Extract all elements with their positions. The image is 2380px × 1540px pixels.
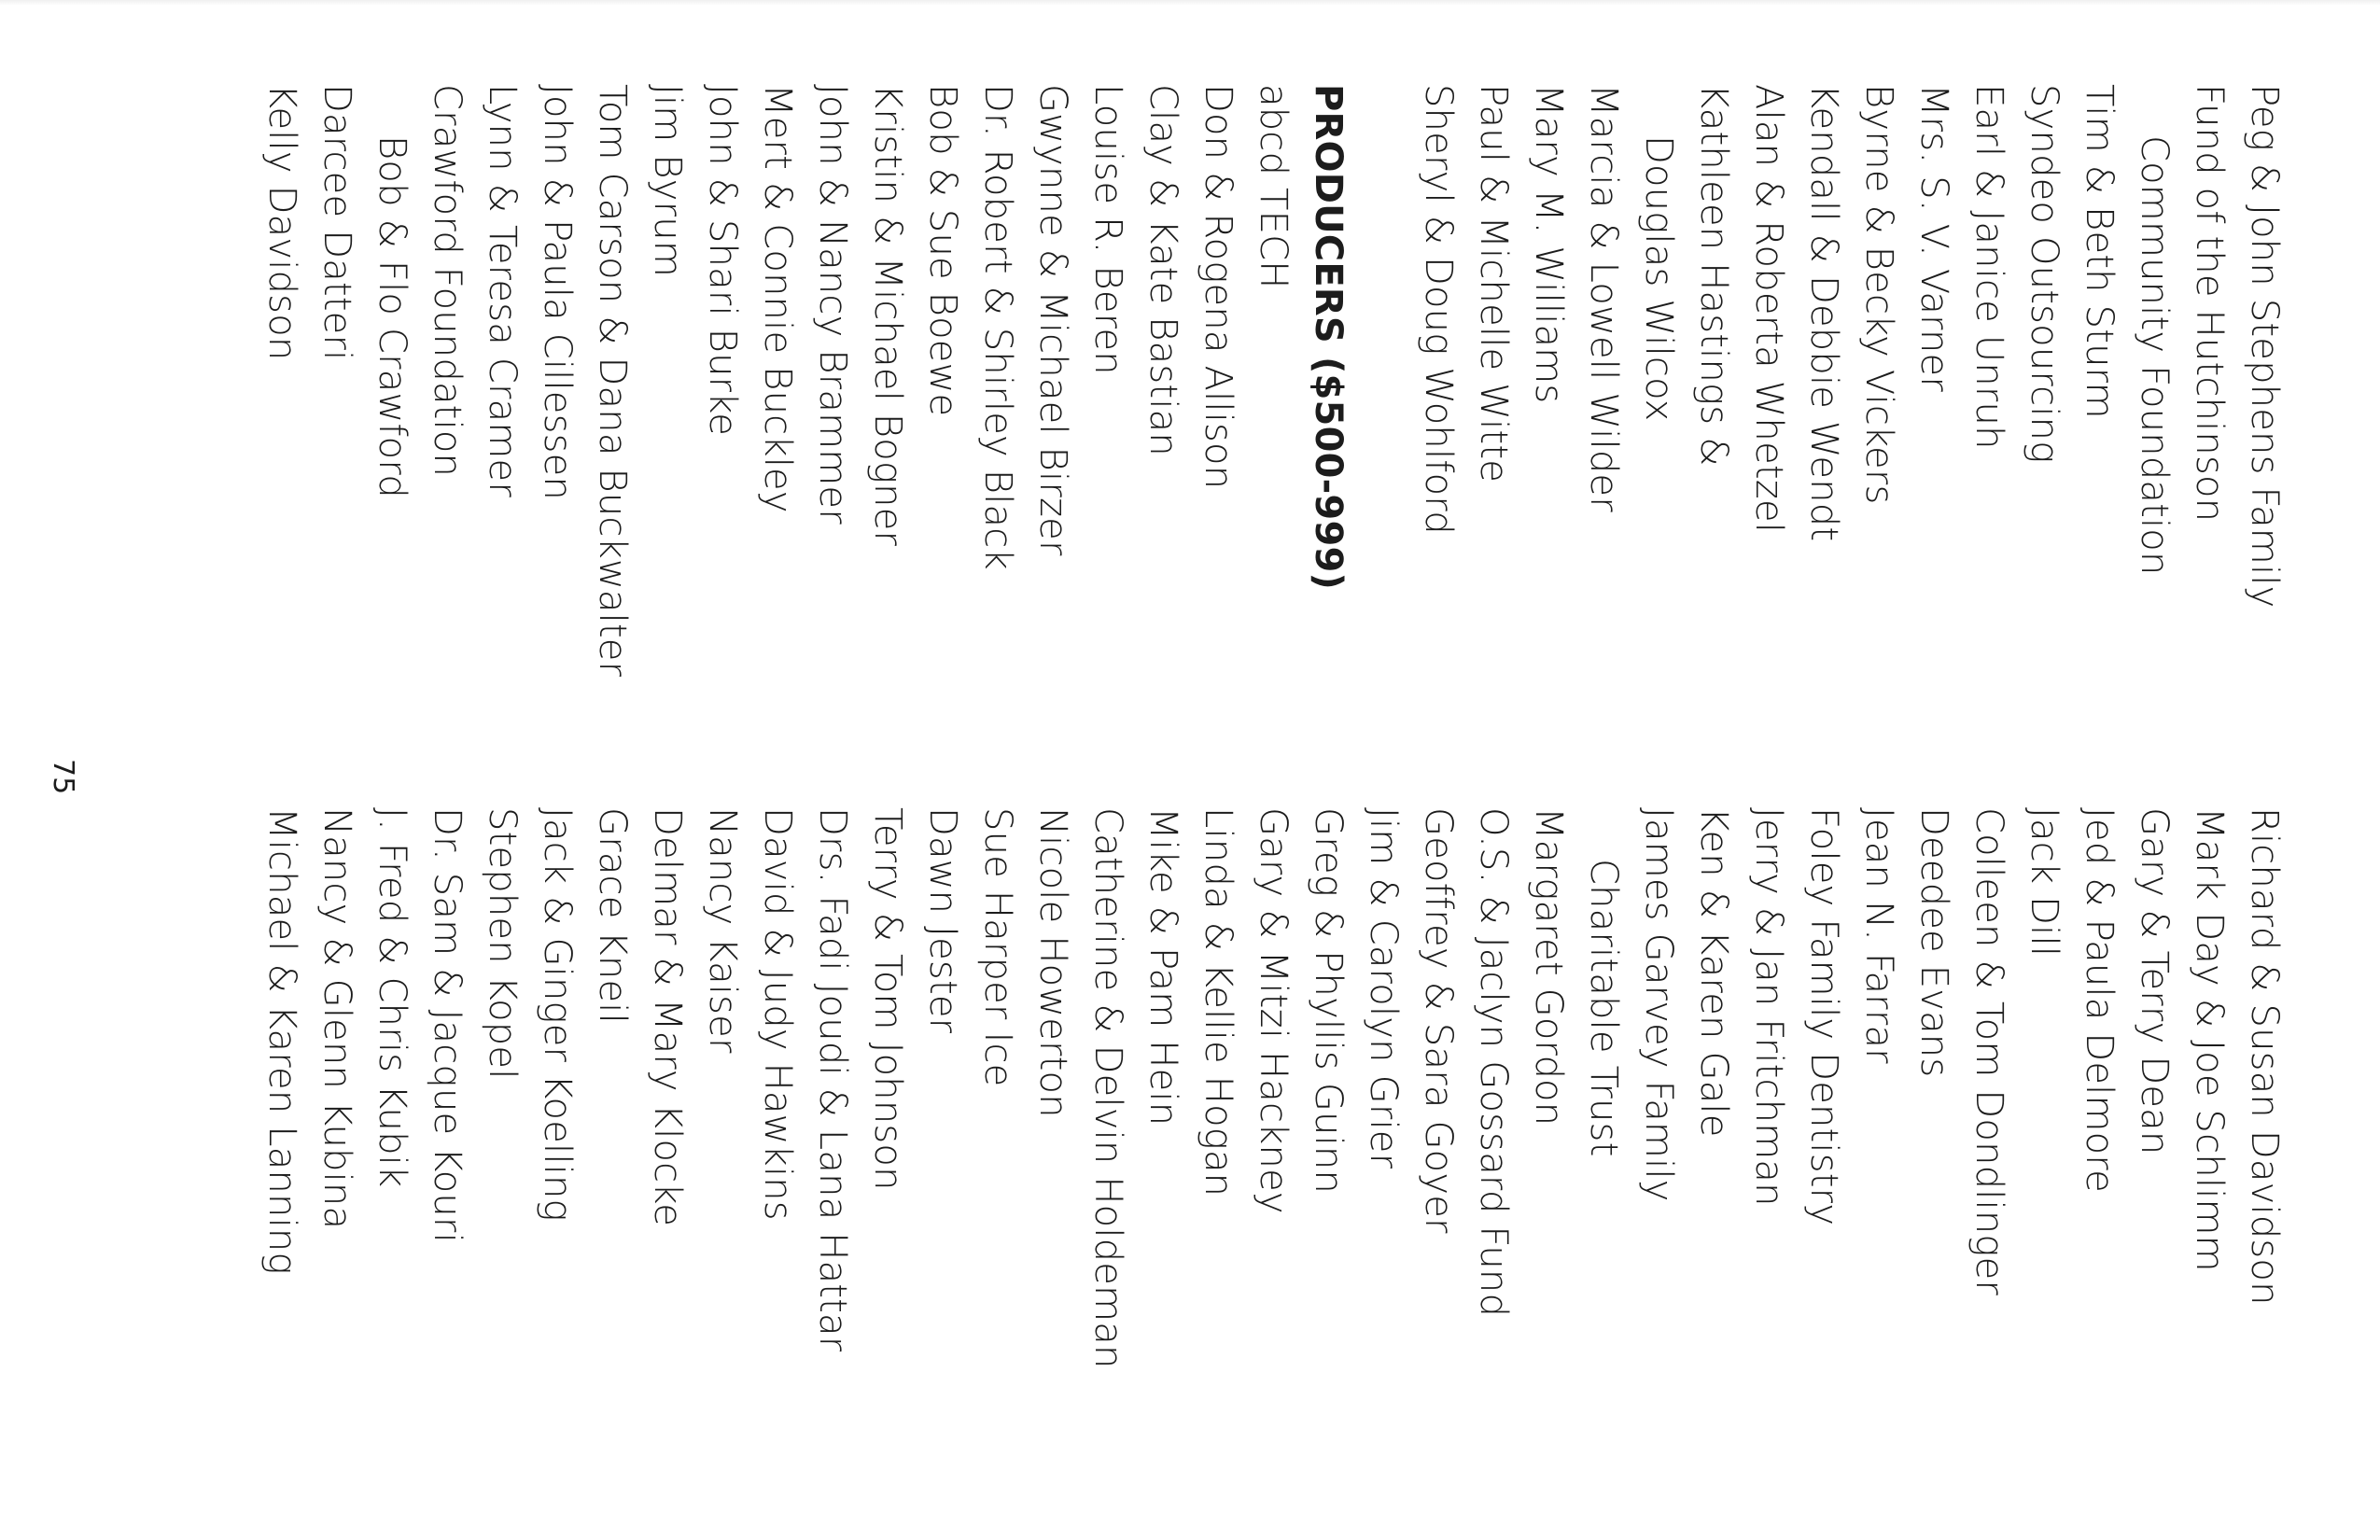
donor-line: Mike & Pam Hein [1141, 807, 1184, 1127]
donor-line: Charitable Trust [1582, 859, 1625, 1157]
donor-line: Tim & Beth Sturm [2078, 84, 2121, 419]
donor-line: Marcia & Lowell Wilder [1582, 84, 1625, 512]
donor-line: Margaret Gordon [1527, 807, 1570, 1127]
donor-line: Fund of the Hutchinson [2188, 84, 2231, 523]
donor-line: Douglas Wilcox [1637, 135, 1680, 422]
donor-line: Catherine & Delvin Holdeman [1086, 807, 1129, 1369]
donor-line: Jed & Paula Delmore [2078, 807, 2121, 1193]
donor-line: Stephen Kopel [481, 807, 524, 1080]
donor-line: Clay & Kate Bastian [1141, 84, 1184, 456]
donor-line: Tom Carson & Dana Buckwalter [591, 84, 634, 678]
donor-line: Lynn & Teresa Cramer [481, 84, 524, 498]
donor-line: Nancy & Glenn Kubina [315, 807, 358, 1230]
donor-line: Darcee Datteri [315, 84, 358, 361]
donor-line: Ken & Karen Gale [1692, 807, 1735, 1138]
donor-line: Don & Rogena Allison [1197, 84, 1239, 490]
donor-line: Crawford Foundation [426, 84, 469, 478]
donor-line: Kelly Davidson [260, 84, 303, 361]
donor-line: Terry & Tom Johnson [866, 807, 909, 1191]
donor-line: Colleen & Tom Dondlinger [1967, 807, 2010, 1296]
donor-line: Mrs. S. V. Varner [1912, 84, 1955, 393]
donor-line: Jim & Carolyn Grier [1362, 807, 1405, 1169]
donor-line: John & Shari Burke [701, 84, 744, 437]
donor-column-left [254, 84, 2291, 677]
donor-line: O.S. & Jaclyn Gossard Fund [1472, 807, 1515, 1318]
donor-line: Foley Family Dentistry [1802, 807, 1845, 1226]
donor-line: Deedee Evans [1912, 807, 1955, 1078]
donor-line: Richard & Susan Davidson [2243, 807, 2286, 1306]
donor-line: Dr. Robert & Shirley Black [976, 84, 1019, 570]
donor-line: Dr. Sam & Jacque Kouri [426, 807, 469, 1243]
donor-line: Sheryl & Doug Wohlford [1417, 84, 1460, 535]
donor-line: Mary M. Williams [1527, 84, 1570, 404]
donor-line: Kendall & Debbie Wendt [1802, 84, 1845, 542]
donor-line: Jerry & Jan Fritchman [1747, 807, 1790, 1207]
donor-line: Greg & Phyllis Guinn [1307, 807, 1350, 1194]
donor-line: Bob & Sue Boewe [921, 84, 964, 417]
donor-line: Nicole Howerton [1031, 807, 1074, 1118]
donor-line: David & Judy Hawkins [756, 807, 799, 1221]
donor-line: Grace Kneil [591, 807, 634, 1024]
donor-line: Mark Day & Joe Schlimm [2188, 807, 2231, 1272]
donor-line: Kathleen Hastings & [1692, 84, 1735, 467]
donor-line: James Garvey Family [1637, 807, 1680, 1202]
donor-line: Gary & Mitzi Hackney [1252, 807, 1295, 1214]
page-edge-shadow [0, 0, 2380, 6]
donor-line: J. Fred & Chris Kubik [371, 807, 413, 1188]
donor-line: Jack & Ginger Koelling [536, 807, 579, 1222]
donor-line: Alan & Roberta Whetzel [1747, 84, 1790, 534]
donor-line: Gary & Terry Dean [2133, 807, 2176, 1155]
donor-line: Dawn Jester [921, 807, 964, 1034]
donor-line: Peg & John Stephens Family [2243, 84, 2286, 609]
donor-line: Nancy Kaiser [701, 807, 744, 1054]
donor-line: Bob & Flo Crawford [371, 135, 413, 498]
donor-line: Paul & Michelle Witte [1472, 84, 1515, 483]
blank-line [1355, 84, 1410, 677]
donor-line: Geoffrey & Sara Goyer [1417, 807, 1460, 1234]
donor-line: Syndeo Outsourcing [2023, 84, 2065, 464]
donor-column-right [254, 807, 2291, 1369]
donor-line: Kristin & Michael Bogner [866, 84, 909, 547]
donor-line: Jack Dill [2023, 807, 2065, 958]
donor-line: Michael & Karen Lanning [260, 807, 303, 1275]
donor-line: Delmar & Mary Klocke [646, 807, 689, 1227]
donor-line: abcd TECH [1252, 84, 1295, 289]
page-number: 75 [47, 759, 79, 795]
donor-line: Louise R. Beren [1086, 84, 1129, 375]
donor-line: John & Nancy Brammer [811, 84, 854, 525]
donor-line: Byrne & Becky Vickers [1857, 84, 1900, 505]
donor-line: Linda & Kellie Hogan [1197, 807, 1239, 1197]
donor-line: Mert & Connie Buckley [756, 84, 799, 513]
donor-line: Gwynne & Michael Birzer [1031, 84, 1074, 556]
donor-line: Jim Byrum [646, 84, 689, 278]
donor-line: Sue Harper Ice [976, 807, 1019, 1087]
donor-line: Earl & Janice Unruh [1967, 84, 2010, 450]
donor-line: Jean N. Farrar [1857, 807, 1900, 1064]
donor-line: John & Paula Cillessen [536, 84, 579, 501]
donor-line: Drs. Fadi Joudi & Lana Hattar [811, 807, 854, 1352]
section-heading: PRODUCERS ($500-999) [1307, 84, 1350, 591]
donor-line: Community Foundation [2133, 135, 2176, 576]
